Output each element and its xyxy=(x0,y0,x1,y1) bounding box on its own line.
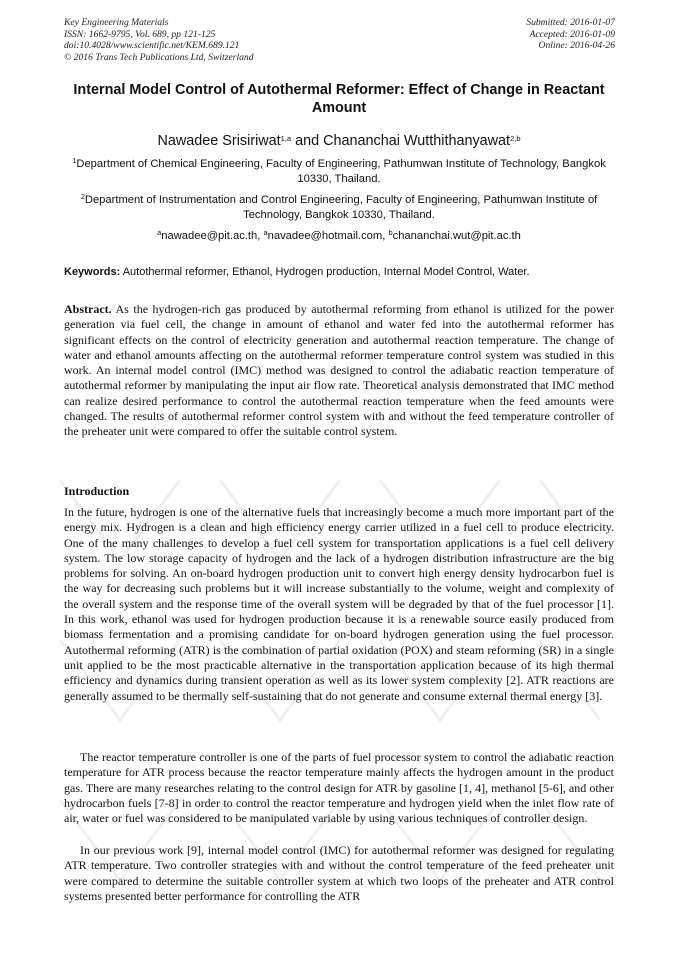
abstract xyxy=(64,302,614,440)
intro-paragraph-1: In the future, hydrogen is one of the alternative fuels that increasingly become a much more important part of the energy mix. Hydrogen is a clean and high efficiency energy carrier utilized in a fuel cell to produce electricity. One of the many challenges to develop a fuel cell system for transportation applications is a fuel cell delivery system. The low storage capacity of hydrogen and the lack of a hydrogen distribution infrastructure are the big problems for solving. An on-board hydrogen production unit to convert high energy density hydrocarbon fuel is the way for decreasing such problems but it will increase substantially to the volume, weight and complexity of the overall system and the response time of the overall system will be degraded by that of the fuel processor [1]. In this work, ethanol was used for hydrogen production because it is a renewable source easily produced from biomass fermentation and a promising candidate for on-board hydrogen generation using the fuel processor. Autothermal reforming (ATR) is the combination of partial oxidation (POX) and steam reforming (SR) in a single unit applied to be the most practicable alternative in the transportation application because of its high thermal efficiency and dynamics during transient operation as well as its lower system complexity [2]. ATR reactions are generally assumed to be thermally self-sustaining that do not generate and consume external thermal energy [3]. xyxy=(64,505,614,703)
online-date: Online: 2016-04-26 xyxy=(538,40,615,51)
email-superscript: a xyxy=(263,228,268,237)
keywords xyxy=(64,265,614,279)
doi-line: doi:10.4028/www.scientific.net/KEM.689.121 xyxy=(64,40,240,51)
author-name: Chananchai Wutthithanyawat xyxy=(323,133,511,149)
affiliation-superscript: 2 xyxy=(80,192,85,201)
author-superscript: 1,a xyxy=(280,134,292,143)
author-conjunction: and xyxy=(295,133,320,149)
accepted-date: Accepted: 2016-01-09 xyxy=(529,28,615,40)
email-line xyxy=(64,229,614,244)
affiliation-1 xyxy=(64,157,614,187)
abstract-label: Abstract. xyxy=(64,302,112,316)
journal-name: Key Engineering Materials xyxy=(64,17,169,28)
journal-info xyxy=(64,17,254,63)
email-address: nawadee@pit.ac.th, xyxy=(161,230,261,242)
author-superscript: 2,b xyxy=(510,134,521,143)
copyright-line: © 2016 Trans Tech Publications Ltd, Switzerland xyxy=(64,51,254,63)
intro-paragraph-2: The reactor temperature controller is one of the parts of fuel processor system to control the adiabatic reaction temperature for ATR process because the reactor temperature mainly affects the hydrogen amount in the product gas. There are many researches relating to the control design for ATR by gasoline [1, 4], methanol [5-6], and other hydrocarbon fuels [7-8] in order to control the reactor temperature and hydrogen yield when the inlet flow rate of air, water or fuel was considered to be manipulated variable by using various techniques of controller design. xyxy=(64,750,614,826)
keywords-text: Autothermal reformer, Ethanol, Hydrogen production, Internal Model Control, Water. xyxy=(122,266,530,278)
section-heading-introduction: Introduction xyxy=(64,484,130,498)
affiliation-superscript: 1 xyxy=(72,156,77,165)
email-address: navadee@hotmail.com, xyxy=(267,230,386,242)
affiliation-text: Department of Chemical Engineering, Faculty of Engineering, Pathumwan Institute of Technology, Bangkok 10330, Thailand. xyxy=(76,158,606,185)
submitted-date: Submitted: 2016-01-07 xyxy=(526,17,615,28)
affiliation-text: Department of Instrumentation and Control Engineering, Faculty of Engineering, Pathumwan Institute of Technology, Bangkok 10330, Thailand. xyxy=(84,194,598,221)
issn-line: ISSN: 1662-9795, Vol. 689, pp 121-125 xyxy=(64,28,216,40)
publication-dates xyxy=(526,17,615,52)
paper-title: Internal Model Control of Autothermal Reformer: Effect of Change in Reactant Amount xyxy=(73,82,605,116)
author-name: Nawadee Srisiriwat xyxy=(157,133,281,149)
email-address: chananchai.wut@pit.ac.th xyxy=(392,230,521,242)
affiliation-2 xyxy=(64,193,614,223)
email-superscript: b xyxy=(388,228,393,237)
intro-paragraph-3: In our previous work [9], internal model control (IMC) for autothermal reformer was designed for regulating ATR temperature. Two controller strategies with and without the control temperature of the feed preheater unit were compared to determine the suitable controller system at which two loops of the preheater and ATR control systems presented better performance for controlling the ATR xyxy=(64,843,614,903)
keywords-label: Keywords: xyxy=(64,266,121,278)
abstract-text: As the hydrogen-rich gas produced by autothermal reforming from ethanol is utilized for the power generation via fuel cell, the change in amount of ethanol and water fed into the autothermal reformer has significant effects on the control of electricity generation and autothermal reaction temperature. The change of water and ethanol amounts affecting on the autothermal reformer temperature control system was studied in this work. An internal model control (IMC) method was designed to control the adiabatic reaction temperature of autothermal reformer by manipulating the input air flow rate. Theoretical analysis demonstrated that IMC method can realize desired performance to control the autothermal reaction temperature when the feed amounts were changed. The results of autothermal reformer control system with and without the feed temperature controller of the preheater unit were compared to offer the suitable control system. xyxy=(64,302,614,439)
email-superscript: a xyxy=(157,228,162,237)
author-line xyxy=(64,132,614,150)
